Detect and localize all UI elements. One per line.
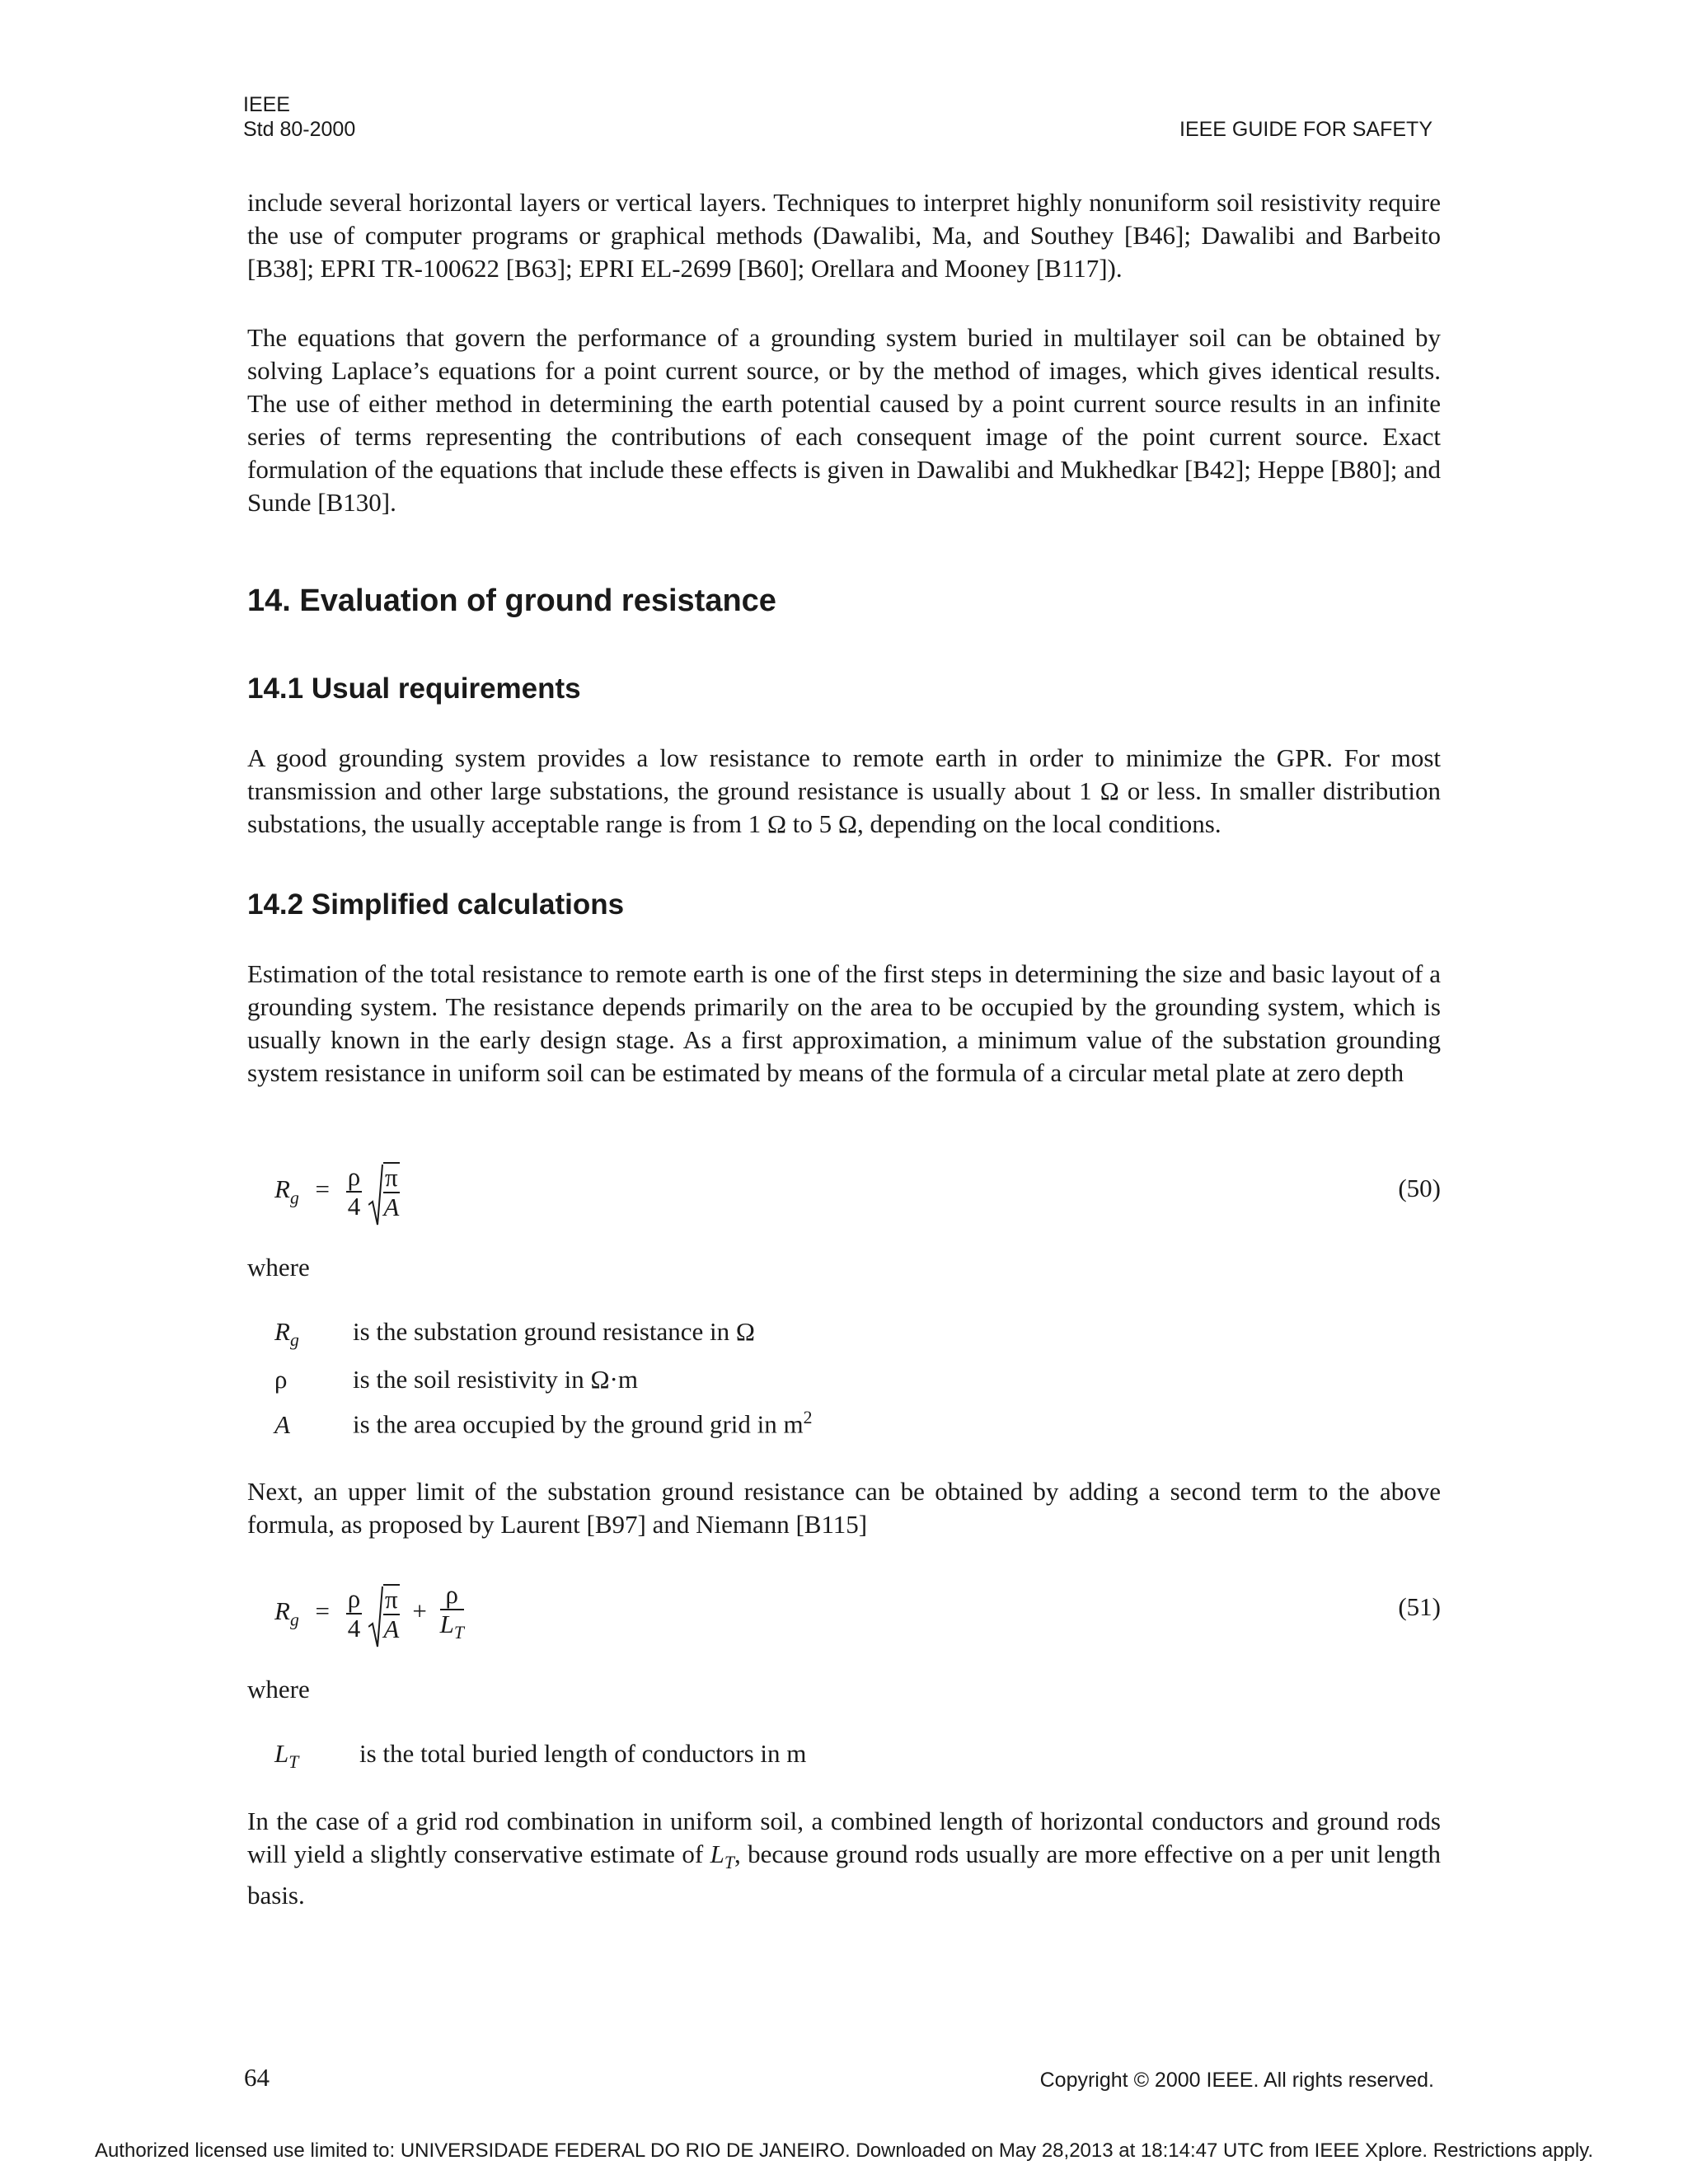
eq51-fraction-2 [440,1581,464,1647]
running-header-left [243,92,355,142]
subsection-heading-14-2: 14.2 Simplified calculations [247,888,625,921]
eq51-g: g [289,1610,299,1630]
def-lt-text: is the total buried length of conductors in m [359,1739,807,1768]
eq51-a: A [383,1615,400,1644]
eq50-equals: = [315,1174,331,1204]
subsection-heading-14-1: 14.1 Usual requirements [247,673,581,705]
eq50-a: A [383,1193,400,1221]
header-title: IEEE GUIDE FOR SAFETY [1179,118,1432,141]
equation-number-50: (50) [1398,1174,1441,1202]
equation-51 [274,1581,464,1647]
def-rg-text: is the substation ground resistance in Ω [353,1317,755,1346]
def-rho-text: is the soil resistivity in Ω·m [353,1365,638,1394]
section-heading-14: 14. Evaluation of ground resistance [247,583,776,618]
def-a [274,1399,813,1443]
eq50-rho: ρ [347,1162,361,1191]
eq50-r: R [274,1174,290,1204]
def-a-sup: 2 [803,1408,813,1428]
def-lt-symbol: $L_T$ [274,1739,299,1773]
eq51-fraction-1 [346,1585,362,1643]
eq51-pi: π [385,1585,398,1615]
def-rho [274,1360,813,1399]
definitions-list-50 [274,1312,813,1444]
equation-50 [274,1162,400,1221]
eq50-g: g [289,1188,299,1208]
paragraph-simplified-calculations: Estimation of the total resistance to remote earth is one of the first steps in determining the size and basic layout of a grounding system. The resistance depends primarily on the area to be occupied by the grounding system, which is usually known in the early design stage. As a first approximation, a minimum value of the substation grounding system resistance in uniform soil can be estimated by means of the formula of a circular metal plate at zero depth [247,959,1441,1087]
paragraph-laplace-equations: The equations that govern the performance of a grounding system buried in multilayer soil can be obtained by solving Laplace’s equations for a point current source, or by the method of images, which gives identical results. The use of either method in determining the earth potential caused by a point current source results in an infinite series of terms representing the contributions of each consequent image of the point current source. Exact formulation of the equations that include these effects is given in Dawalibi and Mukhedkar [B42]; Heppe [B80]; and Sunde [B130]. [247,323,1441,517]
eq51-r: R [274,1596,290,1626]
eq51-four: 4 [347,1614,361,1643]
def-a-symbol: A [274,1409,290,1439]
paragraph-upper-limit: Next, an upper limit of the substation ground resistance can be obtained by adding a second term to the above formula, as proposed by Laurent [B97] and Niemann [B115] [247,1477,1441,1539]
eq50-pi: π [385,1163,398,1192]
sqrt-icon [368,1586,383,1648]
copyright-notice: Copyright © 2000 IEEE. All rights reserved. [1039,2069,1434,2092]
eq50-fraction [346,1163,362,1221]
def-lt [274,1734,806,1782]
sqrt-icon [368,1164,383,1226]
page-number: 64 [244,2063,270,2092]
license-notice: Authorized licensed use limited to: UNIVERSIDADE FEDERAL DO RIO DE JANEIRO. Downloaded on May 28,2013 at 18:14:47 UTC from IEEE Xplore. Restrictions apply. [94,2139,1594,2162]
header-org: IEEE [243,93,290,116]
eq51-rho-1: ρ [347,1584,361,1614]
paragraph-usual-requirements: A good grounding system provides a low resistance to remote earth in order to minimize the GPR. For most transmission and other large substations, the ground resistance is usually about 1 Ω or less. In smaller distribution substations, the usually acceptable range is from 1 Ω to 5 Ω, depending on the local conditions. [247,743,1441,838]
eq51-plus: + [412,1596,427,1626]
def-rg-symbol: $R_g$ [274,1317,299,1351]
paragraph-multilayer-techniques: include several horizontal layers or vertical layers. Techniques to interpret highly nonuniform soil resistivity require the use of computer programs or graphical methods (Dawalibi, Ma, and Southey [B46]; Dawalibi and Barbeito [B38]; EPRI TR-100622 [B63]; EPRI EL-2699 [B60]; Orellara and Mooney [B117]). [247,188,1441,283]
eq51-equals: = [315,1596,331,1626]
eq50-four: 4 [347,1192,361,1221]
eq50-sqrt [368,1162,400,1221]
definitions-list-51 [274,1734,806,1782]
def-rho-symbol: ρ [274,1365,288,1394]
eq51-rho-2: ρ [440,1581,464,1610]
where-label: where [247,1253,310,1282]
def-a-text: is the area occupied by the ground grid in m [353,1409,804,1439]
def-rg [274,1312,813,1360]
where-label-2: where [247,1675,310,1704]
paragraph-grid-rod: In the case of a grid rod combination in uniform soil, a combined length of horizontal conductors and ground rods will yield a slightly conservative estimate of $L_T$, because ground rods usually are more effective on a per unit length basis. [247,1807,1441,1910]
eq51-sqrt [368,1584,400,1643]
header-std: Std 80-2000 [243,118,356,141]
equation-number-51: (51) [1398,1592,1441,1621]
eq51-lt: $L_T$ [439,1610,464,1643]
